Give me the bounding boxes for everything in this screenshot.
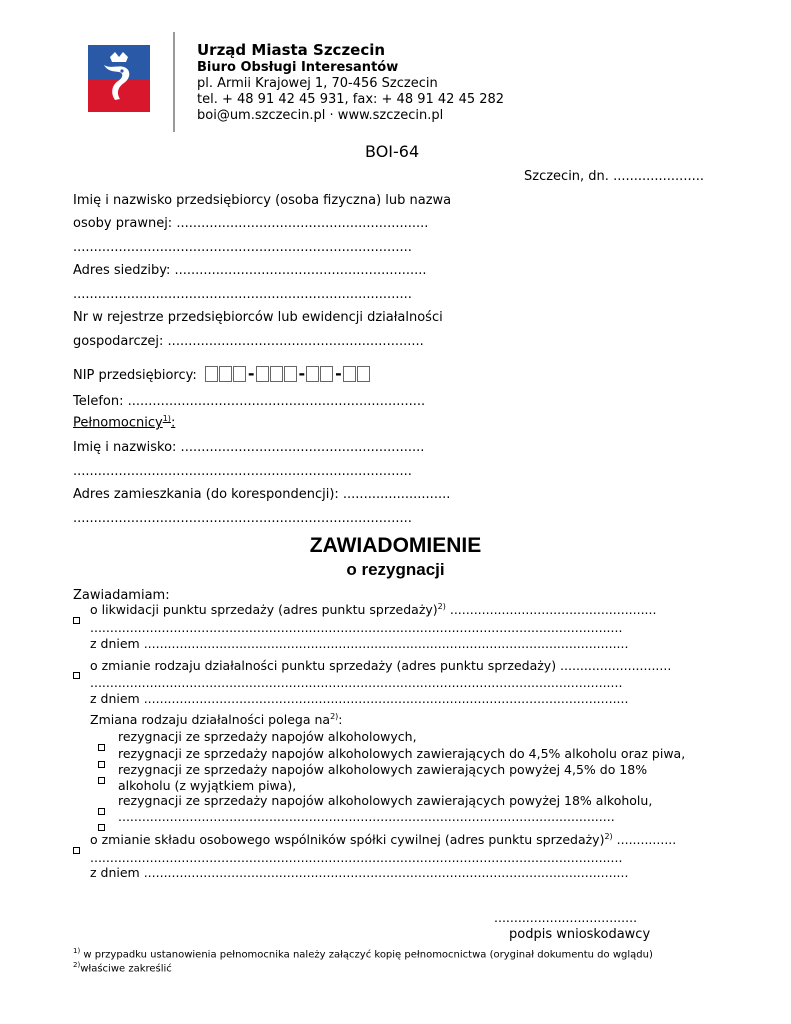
nip-separator: -: [298, 364, 306, 383]
option-partners-checkbox[interactable]: [73, 839, 80, 858]
option-change-activity-label[interactable]: o zmianie rodzaju działalności punktu sprzedaży (adres punktu sprzedaży) ............................: [90, 658, 672, 673]
nip-digit-box[interactable]: [320, 366, 333, 382]
office-name: Biuro Obsługi Interesantów: [197, 60, 399, 75]
nip-digit-box[interactable]: [233, 366, 246, 382]
proxy-address-field[interactable]: Adres zamieszkania (do korespondencji): ..........................: [73, 487, 451, 502]
option-liquidation-date[interactable]: z dniem ..........................................................................................................................: [90, 636, 629, 651]
sub-option-label-cont: alkoholu (z wyjątkiem piwa),: [118, 778, 297, 793]
org-name: Urząd Miasta Szczecin: [197, 41, 386, 59]
form-code: BOI-64: [365, 142, 420, 161]
option-change-activity-checkbox[interactable]: [73, 664, 80, 683]
applicant-name-field[interactable]: osoby prawnej: .............................................................: [73, 216, 429, 231]
applicant-address-field-cont[interactable]: ..................................................................................: [73, 287, 412, 302]
document-title: ZAWIADOMIENIE: [309, 534, 482, 557]
footnote-2: $^{2)}$właściwe zakreślić: [73, 961, 172, 975]
footnote-1: $^{1)}$ w przypadku ustanowienia pełnomocnika należy załączyć kopię pełnomocnictwa (oryginał dokumentu do wglądu): [73, 947, 653, 961]
nip-digit-box[interactable]: [284, 366, 297, 382]
option-partners-label: o zmianie składu osobowego wspólników spółki cywilnej (adres punktu sprzedaży)$^{2)}$ ...............: [90, 832, 677, 848]
document-subtitle: o rezygnacji: [346, 560, 445, 579]
applicant-name-field-cont[interactable]: ..................................................................................: [73, 240, 412, 255]
sub-option-label: rezygnacji ze sprzedaży napojów alkoholowych zawierających powyżej 18% alkoholu,: [118, 793, 653, 808]
nip-digit-box[interactable]: [306, 366, 319, 382]
proxy-label: Pełnomocnicy: [73, 415, 163, 431]
nip-digit-box[interactable]: [219, 366, 232, 382]
applicant-address-field[interactable]: Adres siedziby: .............................................................: [73, 263, 427, 278]
org-phone: tel. + 48 91 42 45 931, fax: + 48 91 42 45 282: [197, 92, 505, 107]
org-contact: boi@um.szczecin.pl · www.szczecin.pl: [197, 108, 444, 123]
nip-digit-box[interactable]: [343, 366, 356, 382]
applicant-name-label: Imię i nazwisko przedsiębiorcy (osoba fizyczna) lub nazwa: [73, 193, 452, 208]
option-partners-address-cont[interactable]: ......................................................................................................................................: [90, 850, 623, 865]
nip-digit-box[interactable]: [256, 366, 269, 382]
nip-digit-box[interactable]: [270, 366, 283, 382]
intro-text: Zawiadamiam:: [73, 588, 170, 603]
header-divider: [173, 32, 175, 132]
option-change-activity-address-cont[interactable]: ......................................................................................................................................: [90, 675, 623, 690]
proxy-name-field-cont[interactable]: ..................................................................................: [73, 464, 412, 479]
signature-line[interactable]: ....................................: [494, 910, 638, 925]
register-field[interactable]: gospodarczej: ..............................................................: [73, 334, 424, 349]
nip-digit-box[interactable]: [357, 366, 370, 382]
nip-label: NIP przedsiębiorcy:: [73, 368, 197, 383]
proxy-heading: [73, 414, 175, 430]
org-address: pl. Armii Krajowej 1, 70-456 Szczecin: [197, 76, 438, 91]
change-description-label: Zmiana rodzaju działalności polega $na^{2)}$:: [90, 712, 343, 728]
option-partners-date[interactable]: z dniem ..........................................................................................................................: [90, 865, 629, 880]
signature-label: podpis wnioskodawcy: [509, 927, 651, 942]
proxy-name-field[interactable]: Imię i nazwisko: ...........................................................: [73, 440, 425, 455]
option-change-activity-date[interactable]: z dniem ..........................................................................................................................: [90, 691, 629, 706]
nip-digit-box[interactable]: [205, 366, 218, 382]
date-line: Szczecin, dn. ......................: [524, 169, 704, 184]
phone-field[interactable]: Telefon: ........................................................................: [73, 394, 426, 409]
szczecin-griffin-logo-icon: [88, 45, 150, 112]
sub-option-label: rezygnacji ze sprzedaży napojów alkoholowych zawierających powyżej 4,5% do 18%: [118, 762, 648, 777]
proxy-address-field-cont[interactable]: ..................................................................................: [73, 511, 412, 526]
register-label: Nr w rejestrze przedsiębiorców lub ewidencji działalności: [73, 310, 443, 325]
option-liquidation-label: o likwidacji punktu sprzedaży (adres punktu sprzedaży)$^{2)}$ ....................................................: [90, 602, 657, 618]
sub-option-checkbox[interactable]: [98, 769, 105, 788]
sub-option-label: rezygnacji ze sprzedaży napojów alkoholowych,: [118, 729, 417, 744]
proxy-footnote-ref: 1): [162, 414, 171, 423]
nip-separator: -: [247, 364, 255, 383]
proxy-colon: :: [170, 415, 176, 431]
nip-row: [73, 364, 371, 383]
option-liquidation-checkbox[interactable]: [73, 609, 80, 628]
sub-option-other-field[interactable]: .............................................................................................................................: [118, 809, 615, 824]
nip-input[interactable]: [205, 364, 371, 383]
option-liquidation-address-cont[interactable]: ......................................................................................................................................: [90, 620, 623, 635]
sub-option-label: rezygnacji ze sprzedaży napojów alkoholowych zawierających do 4,5% alkoholu oraz piwa,: [118, 746, 686, 761]
logo: [88, 45, 150, 112]
nip-separator: -: [335, 364, 342, 383]
